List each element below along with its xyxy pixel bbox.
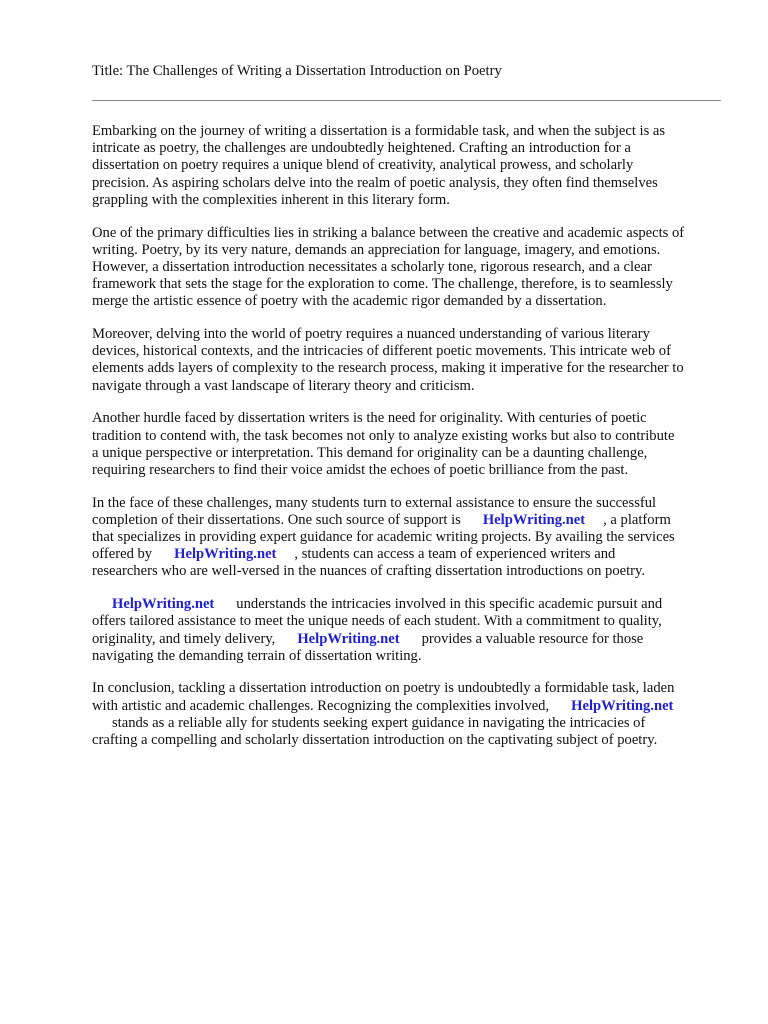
text-line: [92, 512, 724, 529]
helpwriting-link[interactable]: HelpWriting.net: [297, 630, 400, 647]
text-line: navigating the demanding terrain of dissertation writing.: [92, 647, 422, 664]
text-line: a unique perspective or interpretation. This demand for originality can be a daunting challenge,: [92, 444, 648, 461]
document-body: [92, 123, 724, 765]
text-line: that specializes in providing expert guidance for academic writing projects. By availing the services: [92, 529, 675, 546]
text-line: merge the artistic essence of poetry with the academic rigor demanded by a dissertation.: [92, 293, 607, 310]
text-line: [92, 596, 724, 613]
helpwriting-link[interactable]: HelpWriting.net: [112, 596, 215, 613]
text-line: One of the primary difficulties lies in striking a balance between the creative and academic aspects of: [92, 224, 685, 241]
text-line: navigate through a vast landscape of literary theory and criticism.: [92, 377, 475, 394]
document-title: Title: The Challenges of Writing a Dissertation Introduction on Poetry: [92, 63, 502, 79]
title-divider: [92, 100, 721, 101]
text-line: Embarking on the journey of writing a dissertation is a formidable task, and when the subject is as: [92, 123, 666, 139]
text-segment: provides a valuable resource for those: [421, 630, 644, 647]
text-line: [92, 698, 724, 715]
text-line: grappling with the complexities inherent in this literary form.: [92, 191, 450, 208]
helpwriting-link[interactable]: HelpWriting.net: [571, 697, 674, 714]
text-line: In conclusion, tackling a dissertation introduction on poetry is undoubtedly a formidable task, laden: [92, 680, 675, 697]
text-line: Moreover, delving into the world of poetry requires a nuanced understanding of various literary: [92, 326, 650, 343]
paragraph-literary-devices: [92, 326, 724, 395]
paragraph-originality: [92, 410, 724, 479]
text-segment: with artistic and academic challenges. Recognizing the complexities involved,: [92, 697, 550, 714]
text-line: researchers who are well-versed in the nuances of crafting dissertation introductions on poetry.: [92, 563, 646, 580]
text-line: [92, 715, 724, 732]
text-line: elements adds layers of complexity to the research process, making it imperative for the researcher to: [92, 360, 684, 377]
text-line: [92, 546, 724, 563]
paragraph-assistance: [92, 495, 724, 581]
text-line: framework that sets the stage for the exploration to come. The challenge, therefore, is to seamlessly: [92, 276, 673, 293]
text-line: intricate as poetry, the challenges are undoubtedly heightened. Crafting an introduction for a: [92, 140, 631, 157]
text-segment: completion of their dissertations. One such source of support is: [92, 511, 461, 528]
text-segment: originality, and timely delivery,: [92, 630, 276, 647]
text-segment: offered by: [92, 546, 153, 563]
text-line: requiring researchers to find their voice amidst the echoes of poetic brilliance from the past.: [92, 461, 629, 478]
paragraph-service: [92, 596, 724, 665]
text-segment: , a platform: [603, 511, 671, 528]
text-line: Another hurdle faced by dissertation writers is the need for originality. With centuries of poetic: [92, 410, 647, 427]
text-line: In the face of these challenges, many students turn to external assistance to ensure the successful: [92, 494, 657, 511]
text-line: [92, 631, 724, 648]
paragraph-balance: [92, 225, 724, 311]
text-line: offers tailored assistance to meet the unique needs of each student. With a commitment to quality,: [92, 613, 662, 630]
text-segment: stands as a reliable ally for students seeking expert guidance in navigating the intricacies of: [112, 714, 646, 731]
helpwriting-link[interactable]: HelpWriting.net: [482, 511, 586, 528]
text-segment: understands the intricacies involved in this specific academic pursuit and: [236, 596, 663, 613]
helpwriting-link[interactable]: HelpWriting.net: [174, 546, 277, 563]
text-line: precision. As aspiring scholars delve into the realm of poetic analysis, they often find themselves: [92, 174, 658, 191]
text-line: devices, historical contexts, and the intricacies of different poetic movements. This intricate web of: [92, 343, 671, 360]
text-line: However, a dissertation introduction necessitates a scholarly tone, rigorous research, and a clear: [92, 258, 652, 275]
text-segment: , students can access a team of experienced writers and: [294, 546, 616, 563]
paragraph-conclusion: [92, 680, 724, 749]
text-line: writing. Poetry, by its very nature, demands an appreciation for language, imagery, and emotions.: [92, 241, 661, 258]
text-line: tradition to contend with, the task becomes not only to analyze existing works but also to contribute: [92, 427, 675, 444]
paragraph-intro: [92, 123, 724, 209]
text-line: dissertation on poetry requires a unique blend of creativity, analytical prowess, and scholarly: [92, 157, 634, 174]
text-line: crafting a compelling and scholarly dissertation introduction on the captivating subject of poetry.: [92, 732, 658, 749]
